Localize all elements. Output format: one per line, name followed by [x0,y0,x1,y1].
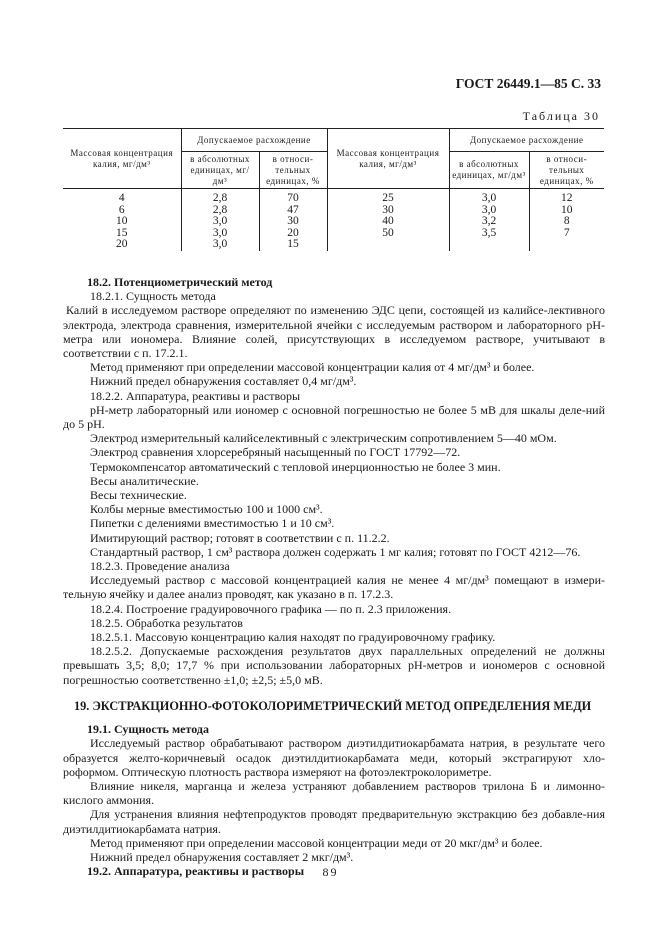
table-cell: 30 [259,216,327,228]
paragraph: 18.2.3. Проведение анализа [90,559,230,574]
table-30 [63,128,604,251]
table-cell: 47 [259,205,327,217]
table-cell: 2,8 [181,189,259,205]
paragraph: Метод применяют при определении массовой концентрации калия от 4 мг/дм³ и более. [90,360,535,375]
paragraph: Калий в исследуемом растворе определяют по изменению ЭДС цепи, состоящей из калийсе-лективного электрода, электрода сравнения, измерительной ячейки с исследуемым раствором и лабораторного рН-метра или иономера. Влияние солей, присутствующих в исследуемом растворе, учитывают в соответствии с п. 17.2.1. [63,303,605,361]
header-mass-concentration: Массовая концентрация калия, мг/дм³ [327,129,449,189]
paragraph: 18.2.5.2. Допускаемые расхождения результатов двух параллельных определений не должны превышать 3,5; 8,0; 17,7 % при использовании лабораторных рН-метров и иономеров с основной погрешностью соответственно ±1,0; ±2,5; ±5,0 мВ. [63,644,605,687]
table-row [63,239,604,251]
table-cell: 6 [118,203,125,216]
page-number: 89 [322,865,339,879]
table-cell [327,239,449,251]
table-cell: 25 [327,189,449,205]
paragraph: Влияние никеля, марганца и железа устраняют добавлением растворов трилона Б и лимонно-кислого аммония. [63,778,605,808]
section-heading: 19.1. Сущность метода [87,722,209,737]
paragraph: Электрод сравнения хлорсеребряный насыщенный по ГОСТ 17792—72. [90,445,461,460]
paragraph: Колбы мерные вместимостью 100 и 1000 см³. [90,502,323,517]
body-text [63,275,605,879]
paragraph: Имитирующий раствор; готовят в соответствии с п. 11.2.2. [90,530,390,545]
header-relative-units: в относи-тельных единицах, % [529,152,604,189]
table-cell: 3,0 [449,189,529,205]
header-relative-units: в относи-тельных единицах, % [259,152,327,189]
paragraph: Весы технические. [90,488,187,503]
table-row [63,189,604,205]
table-cell: 10 [529,205,604,217]
table-cell: 8 [529,216,604,228]
table-cell: 70 [259,189,327,205]
paragraph: Метод применяют при определении массовой концентрации меди от 20 мкг/дм³ и более. [90,835,543,850]
table-cell: 3,2 [449,216,529,228]
table-cell: 20 [259,228,327,240]
paragraph: Исследуемый раствор обрабатывают раствором диэтилдитиокарбамата натрия, в результате чего образуется желто-коричневый осадок диэтилдитиокарбамата меди, который экстрагируют хло-роформом. Оптическую плотность раствора измеряют на фотоэлектроколориметре. [63,736,605,779]
header-absolute-units: в абсолютных единицах, мг/дм³ [181,152,259,189]
table-cell: 50 [327,228,449,240]
table-cell: 2,8 [181,205,259,217]
section-heading: 18.2. Потенциометрический метод [87,275,273,289]
table-cell: 40 [327,216,449,228]
table-cell: 30 [327,205,449,217]
table-cell: 10 [116,215,128,227]
paragraph: Пипетки с делениями вместимостью 1 и 10 см³. [90,516,335,531]
paragraph: Электрод измерительный калийселективный с электрическим сопротивлением 5—40 мОм. [90,431,557,446]
table-row [63,216,604,228]
paragraph: 18.2.4. Построение градуировочного графика — по п. 2.3 приложения. [90,601,452,616]
paragraph: Весы аналитические. [90,473,199,488]
paragraph: Нижний предел обнаружения составляет 0,4 мг/дм³. [90,374,357,389]
paragraph: 18.2.5. Обработка результатов [90,615,243,630]
table-cell [529,239,604,251]
table-cell: 12 [529,189,604,205]
table-cell: 15 [116,226,128,239]
table-row [63,228,604,240]
table-cell: 3,0 [181,216,259,228]
paragraph: Стандартный раствор, 1 см³ раствора должен содержать 1 мг калия; готовят по ГОСТ 4212—76. [90,544,581,559]
running-header: ГОСТ 26449.1—85 С. 33 [455,76,601,91]
chapter-heading: 19. ЭКСТРАКЦИОННО-ФОТОКОЛОРИМЕТРИЧЕСКИЙ МЕТОД ОПРЕДЕЛЕНИЯ МЕДИ [74,698,592,713]
header-allowed-discrepancy: Допускаемое расхождение [449,129,604,152]
paragraph: 18.2.5.1. Массовую концентрацию калия находят по градуировочному графику. [90,630,496,645]
header-mass-concentration: Массовая концентрация калия, мг/дм³ [70,147,174,169]
table-cell: 20 [116,238,128,250]
paragraph: рН-метр лабораторный или иономер с основной погрешностью не более 5 мВ для шкалы деле-ний до 5 рН. [63,402,605,432]
section-heading: 19.2. Аппаратура, реактивы и растворы [87,864,305,879]
table-row [63,205,604,217]
paragraph: Для устранения влияния нефтепродуктов проводят предварительную экстракцию без добавле-ния диэтилдитиокарбамата натрия. [63,807,605,836]
table-caption: Таблица 30 [522,109,600,123]
table-cell: 3,5 [449,228,529,240]
header-allowed-discrepancy: Допускаемое расхождение [181,129,327,152]
table-cell: 15 [259,239,327,251]
paragraph: Термокомпенсатор автоматический с тепловой инерционностью не более 3 мин. [90,459,501,474]
table-cell: 3,0 [449,205,529,217]
table-cell: 4 [118,192,125,204]
table-cell: 3,0 [181,239,259,251]
table-cell [449,239,529,251]
header-absolute-units: в абсолютных единицах, мг/дм³ [449,152,529,189]
paragraph: Исследуемый раствор с массовой концентрацией калия не менее 4 мг/дм³ помещают в измери-тельную ячейку и далее анализ проводят, как указано в п. 17.2.3. [63,573,605,602]
table-cell: 7 [529,228,604,240]
table-cell: 3,0 [181,228,259,240]
paragraph: Нижний предел обнаружения составляет 2 мкг/дм³. [90,849,354,864]
paragraph: 18.2.1. Сущность метода [90,289,216,304]
paragraph: 18.2.2. Аппаратура, реактивы и растворы [90,388,301,403]
